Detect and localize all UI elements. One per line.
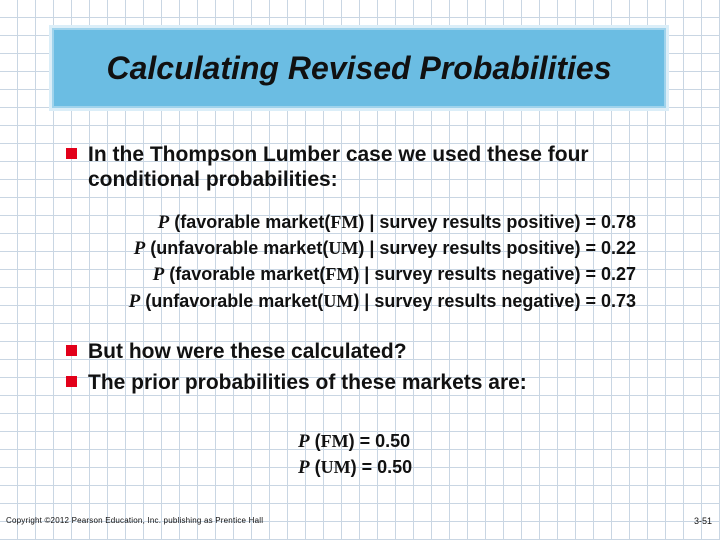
cond-text: ) | survey results negative) = 0.27 <box>353 264 636 284</box>
market-abbr: FM <box>325 264 354 284</box>
bullet-item-2 <box>66 339 407 364</box>
page-number: 3-51 <box>693 516 712 526</box>
bullet-square-icon <box>66 376 77 387</box>
cond-text: (unfavorable market( <box>145 238 329 258</box>
prior-text: ( <box>309 457 321 477</box>
copyright-footer: Copyright ©2012 Pearson Education, Inc. publishing as Prentice Hall <box>6 516 264 525</box>
conditional-line-3 <box>153 263 636 286</box>
bullet-item-1 <box>66 142 666 192</box>
prior-text: ) = 0.50 <box>348 431 411 451</box>
p-symbol: P <box>128 291 141 312</box>
p-symbol: P <box>133 238 146 259</box>
bullet-text-2: But how were these calculated? <box>88 340 407 363</box>
prior-line-2 <box>298 456 412 479</box>
slide-title: Calculating Revised Probabilities <box>106 49 612 86</box>
conditional-line-1 <box>158 211 636 234</box>
cond-text: (favorable market( <box>169 212 331 232</box>
bullet-item-3 <box>66 370 527 395</box>
bullet-text-1: In the Thompson Lumber case we used these four conditional probabilities: <box>88 143 589 191</box>
bullet-text-3: The prior probabilities of these markets are: <box>88 371 527 394</box>
prior-line-1 <box>298 430 410 453</box>
title-banner <box>52 28 666 108</box>
p-symbol: P <box>298 457 310 478</box>
prior-text: ( <box>309 431 321 451</box>
cond-text: ) | survey results negative) = 0.73 <box>353 291 636 311</box>
market-abbr: FM <box>330 212 359 232</box>
cond-text: (unfavorable market( <box>140 291 324 311</box>
p-symbol: P <box>152 264 165 285</box>
cond-text: (favorable market( <box>164 264 326 284</box>
bullet-square-icon <box>66 148 77 159</box>
p-symbol: P <box>157 212 170 233</box>
p-symbol: P <box>298 431 310 452</box>
cond-text: ) | survey results positive) = 0.22 <box>358 238 636 258</box>
prior-text: ) = 0.50 <box>350 457 413 477</box>
market-abbr: FM <box>320 431 349 451</box>
conditional-line-2 <box>134 237 636 260</box>
conditional-line-4 <box>129 290 636 313</box>
market-abbr: UM <box>328 238 359 258</box>
cond-text: ) | survey results positive) = 0.78 <box>358 212 636 232</box>
bullet-square-icon <box>66 345 77 356</box>
market-abbr: UM <box>323 291 354 311</box>
market-abbr: UM <box>320 457 351 477</box>
